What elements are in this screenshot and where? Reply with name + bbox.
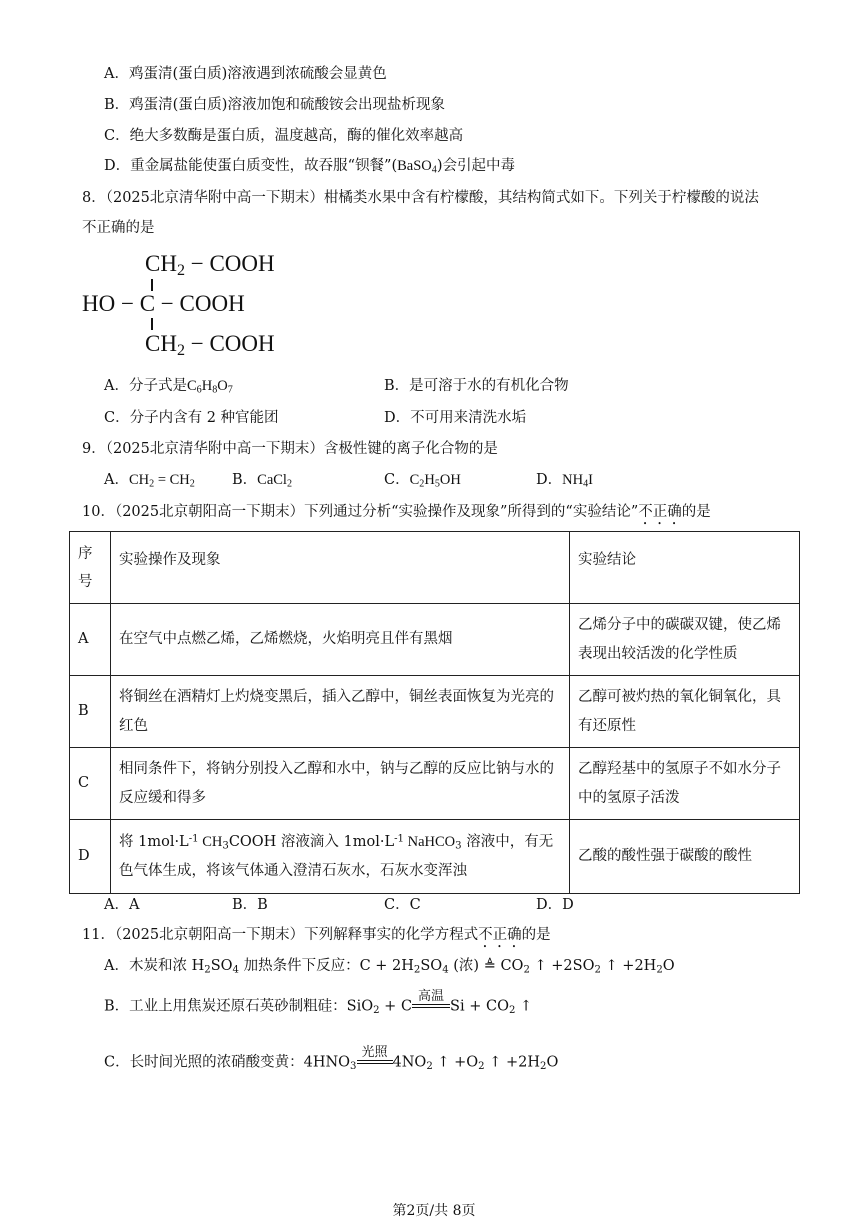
q10-stem-pre: 10．（2025北京朝阳高一下期末）下列通过分析“实验操作及现象”所得到的“实验结论” (82, 504, 639, 520)
ch2-bottom: CH (145, 331, 177, 356)
eq-text: ↑ (515, 998, 533, 1015)
f: CaCl (257, 472, 287, 488)
header-conclusion: 实验结论 (570, 532, 800, 604)
experiment-table (69, 531, 800, 894)
q9-d-label: D． (536, 472, 563, 488)
row-a-op: 在空气中点燃乙烯，乙烯燃烧，火焰明亮且伴有黑烟 (111, 604, 570, 676)
spacer (412, 1008, 450, 1014)
eq-sub: 2 (413, 964, 421, 976)
q11-option-a (104, 958, 675, 975)
op-text: 溶液中，有无色气体生成，将该气体通入澄清石灰水，石灰水变浑浊 (119, 833, 554, 879)
eq-sub: 2 (204, 964, 211, 976)
header-no (70, 532, 111, 604)
q9-c-formula (410, 472, 461, 488)
formula-h-sub: 8 (212, 384, 218, 396)
f1s: 2 (419, 478, 425, 490)
q9-option-d (536, 472, 593, 489)
citric-acid-structure (82, 248, 302, 358)
eq-sub: 2 (594, 964, 601, 976)
q11-stem-pre: 11．（2025北京朝阳高一下期末）下列解释事实的化学方程式 (82, 927, 479, 943)
q11-stem-emphasis: 不正确 (478, 927, 522, 943)
spacer (357, 1064, 393, 1070)
row-c-conclusion: 乙醇羟基中的氢原子不如水分子中的氢原子活泼 (570, 748, 800, 820)
q9-b-formula (257, 472, 292, 488)
f2s: 5 (434, 478, 440, 490)
eq-sub: 2 (373, 1005, 380, 1017)
eq-text: O (546, 1054, 559, 1071)
q9-d-formula (562, 472, 593, 488)
q10-stem (82, 504, 711, 528)
table-row (70, 604, 800, 676)
eq-sub: 2 (478, 1061, 485, 1073)
q7-option-b: B．鸡蛋清(蛋白质)溶液加饱和硫酸铵会出现盐析现象 (104, 97, 445, 113)
eq-text: 加热条件下反应：C + 2H (238, 958, 414, 974)
q9-option-c (384, 472, 461, 489)
eq-text: + C (379, 998, 413, 1015)
row-b-no: B (70, 676, 111, 748)
q8-option-a-formula (187, 378, 233, 394)
eq-text: 4NO (392, 1054, 427, 1071)
q10-option-d: D．D (536, 897, 574, 913)
q10-stem-emphasis: 不正确 (638, 504, 682, 520)
eq-text: C．长时间光照的浓硝酸变黄：4HNO (104, 1054, 351, 1071)
q7-option-d-formula (397, 158, 437, 174)
formula-base: BaSO (397, 158, 432, 174)
fs: 2 (149, 478, 155, 490)
q8-option-d: D．不可用来清洗水垢 (384, 410, 527, 426)
eq-text: ↑ +2H (600, 958, 657, 974)
eq: = (154, 472, 170, 488)
q10-option-c: C．C (384, 897, 421, 913)
ch2-top: CH (145, 251, 177, 276)
f2: H (424, 472, 435, 488)
header-op: 实验操作及现象 (111, 532, 570, 604)
eq-text: SO (210, 958, 233, 974)
eq-sub: 4 (442, 964, 449, 976)
bond-bottom (151, 318, 153, 330)
row-b-conclusion: 乙醇可被灼热的氧化铜氧化，具有还原性 (570, 676, 800, 748)
condition-label: 光照 (361, 1045, 388, 1060)
f1: C (409, 472, 420, 488)
eq-sub: 4 (232, 964, 239, 976)
structure-middle-group: HO − C − COOH (82, 291, 245, 316)
q10-stem-post: 的是 (681, 504, 711, 520)
op-sub: 3 (222, 840, 229, 852)
q10-option-a: A．A (104, 897, 140, 913)
eq-text: ↑ +O (432, 1054, 479, 1071)
formula-o: O (217, 378, 228, 394)
q8-stem-line1: 8．（2025北京清华附中高一下期末）柑橘类水果中含有柠檬酸，其结构简式如下。下列关于柠檬酸的说法 (82, 190, 759, 206)
row-d-conclusion: 乙酸的酸性强于碳酸的酸性 (570, 820, 800, 894)
f: CH (128, 472, 150, 488)
row-b-op: 将铜丝在酒精灯上灼烧变黑后，插入乙醇中，铜丝表面恢复为光亮的红色 (111, 676, 570, 748)
ch2-top-sub: 2 (176, 262, 185, 280)
table-row (70, 820, 800, 894)
eq-sub: 3 (350, 1061, 357, 1073)
row-d-op (111, 820, 570, 894)
op-text: COOH 溶液滴入 1mol·L (228, 833, 395, 850)
eq-sub: 2 (508, 1005, 516, 1017)
cooh-bottom: − COOH (185, 331, 275, 356)
q11-stem-post: 的是 (521, 927, 551, 943)
table-row (70, 676, 800, 748)
cooh-top: − COOH (185, 251, 275, 276)
eq-text: ↑ +2H (484, 1054, 541, 1071)
eq-sub: 2 (540, 1061, 547, 1073)
eq-text: B．工业上用焦炭还原石英砂制粗硅：SiO (104, 998, 374, 1015)
eq-sub: 2 (426, 1061, 433, 1073)
condition-arrow (357, 1046, 393, 1070)
formula-c-sub: 6 (196, 384, 202, 396)
q8-option-b: B．是可溶于水的有机化合物 (384, 378, 569, 394)
f: NH (562, 472, 584, 488)
row-c-no: C (70, 748, 111, 820)
row-a-conclusion: 乙烯分子中的碳碳双键，使乙烯表现出较活泼的化学性质 (570, 604, 800, 676)
fs: 4 (583, 478, 589, 490)
q9-stem: 9．（2025北京清华附中高一下期末）含极性键的离子化合物的是 (82, 441, 498, 457)
formula-c: C (186, 378, 197, 394)
bond-top (151, 279, 153, 291)
row-a-no: A (70, 604, 111, 676)
f2: I (588, 472, 593, 488)
formula-o-sub: 7 (227, 384, 233, 396)
q9-b-label: B． (232, 472, 258, 488)
q7-option-d-pre: D．重金属盐能使蛋白质变性，故吞服“钡餐”( (104, 158, 398, 174)
q7-option-d-post: )会引起中毒 (436, 158, 515, 174)
q9-option-b (232, 472, 292, 489)
op-text: CH (198, 833, 223, 850)
q8-option-a-label: A．分子式是 (104, 378, 187, 394)
op-text: 将 1mol·L (119, 833, 189, 850)
q9-c-label: C． (384, 472, 410, 488)
op-sup: -1 (394, 832, 404, 844)
header-no-text: 序号 (78, 545, 93, 590)
op-sub: 3 (455, 840, 462, 852)
eq-text: (浓) ≜ CO (448, 958, 524, 974)
q8-stem-line2: 不正确的是 (82, 220, 155, 236)
q8-option-a (104, 378, 233, 395)
ch2-bottom-sub: 2 (176, 342, 185, 360)
q11-option-b (104, 989, 533, 1017)
row-c-op: 相同条件下，将钠分别投入乙醇和水中，钠与乙醇的反应比钠与水的反应缓和得多 (111, 748, 570, 820)
q10-option-b: B．B (232, 897, 268, 913)
op-text: NaHCO (404, 833, 456, 850)
f2: CH (169, 472, 190, 488)
q7-option-c: C．绝大多数酶是蛋白质，温度越高，酶的催化效率越高 (104, 128, 464, 144)
formula-h: H (201, 378, 213, 394)
q11-stem (82, 927, 551, 951)
eq-text: SO (420, 958, 443, 974)
q11-option-c (104, 1045, 559, 1073)
op-sup: -1 (188, 832, 199, 844)
eq-text: A．木炭和浓 H (104, 958, 205, 974)
condition-arrow (412, 990, 450, 1014)
eq-text: ↑ +2SO (529, 958, 595, 974)
eq-sub: 2 (656, 964, 663, 976)
q9-option-a (104, 472, 195, 489)
q9-a-label: A． (104, 472, 129, 488)
structure-bottom-group (145, 331, 275, 360)
condition-label: 高温 (418, 989, 445, 1004)
eq-sub: 2 (523, 964, 530, 976)
q9-a-formula (129, 472, 195, 488)
formula-sub: 4 (431, 164, 437, 176)
fs: 2 (286, 478, 293, 490)
q7-option-d (104, 158, 515, 175)
f3: OH (439, 472, 461, 488)
eq-text: Si + CO (450, 998, 509, 1015)
table-row (70, 748, 800, 820)
q8-option-c: C．分子内含有 2 种官能团 (104, 410, 279, 426)
q7-option-a: A．鸡蛋清(蛋白质)溶液遇到浓硫酸会显黄色 (104, 66, 387, 82)
f2s: 2 (189, 478, 195, 490)
page-footer: 第2页/共 8页 (392, 1203, 476, 1219)
row-d-no: D (70, 820, 111, 894)
structure-top-group (145, 251, 275, 280)
table-header-row (70, 532, 800, 604)
eq-text: O (662, 958, 675, 974)
